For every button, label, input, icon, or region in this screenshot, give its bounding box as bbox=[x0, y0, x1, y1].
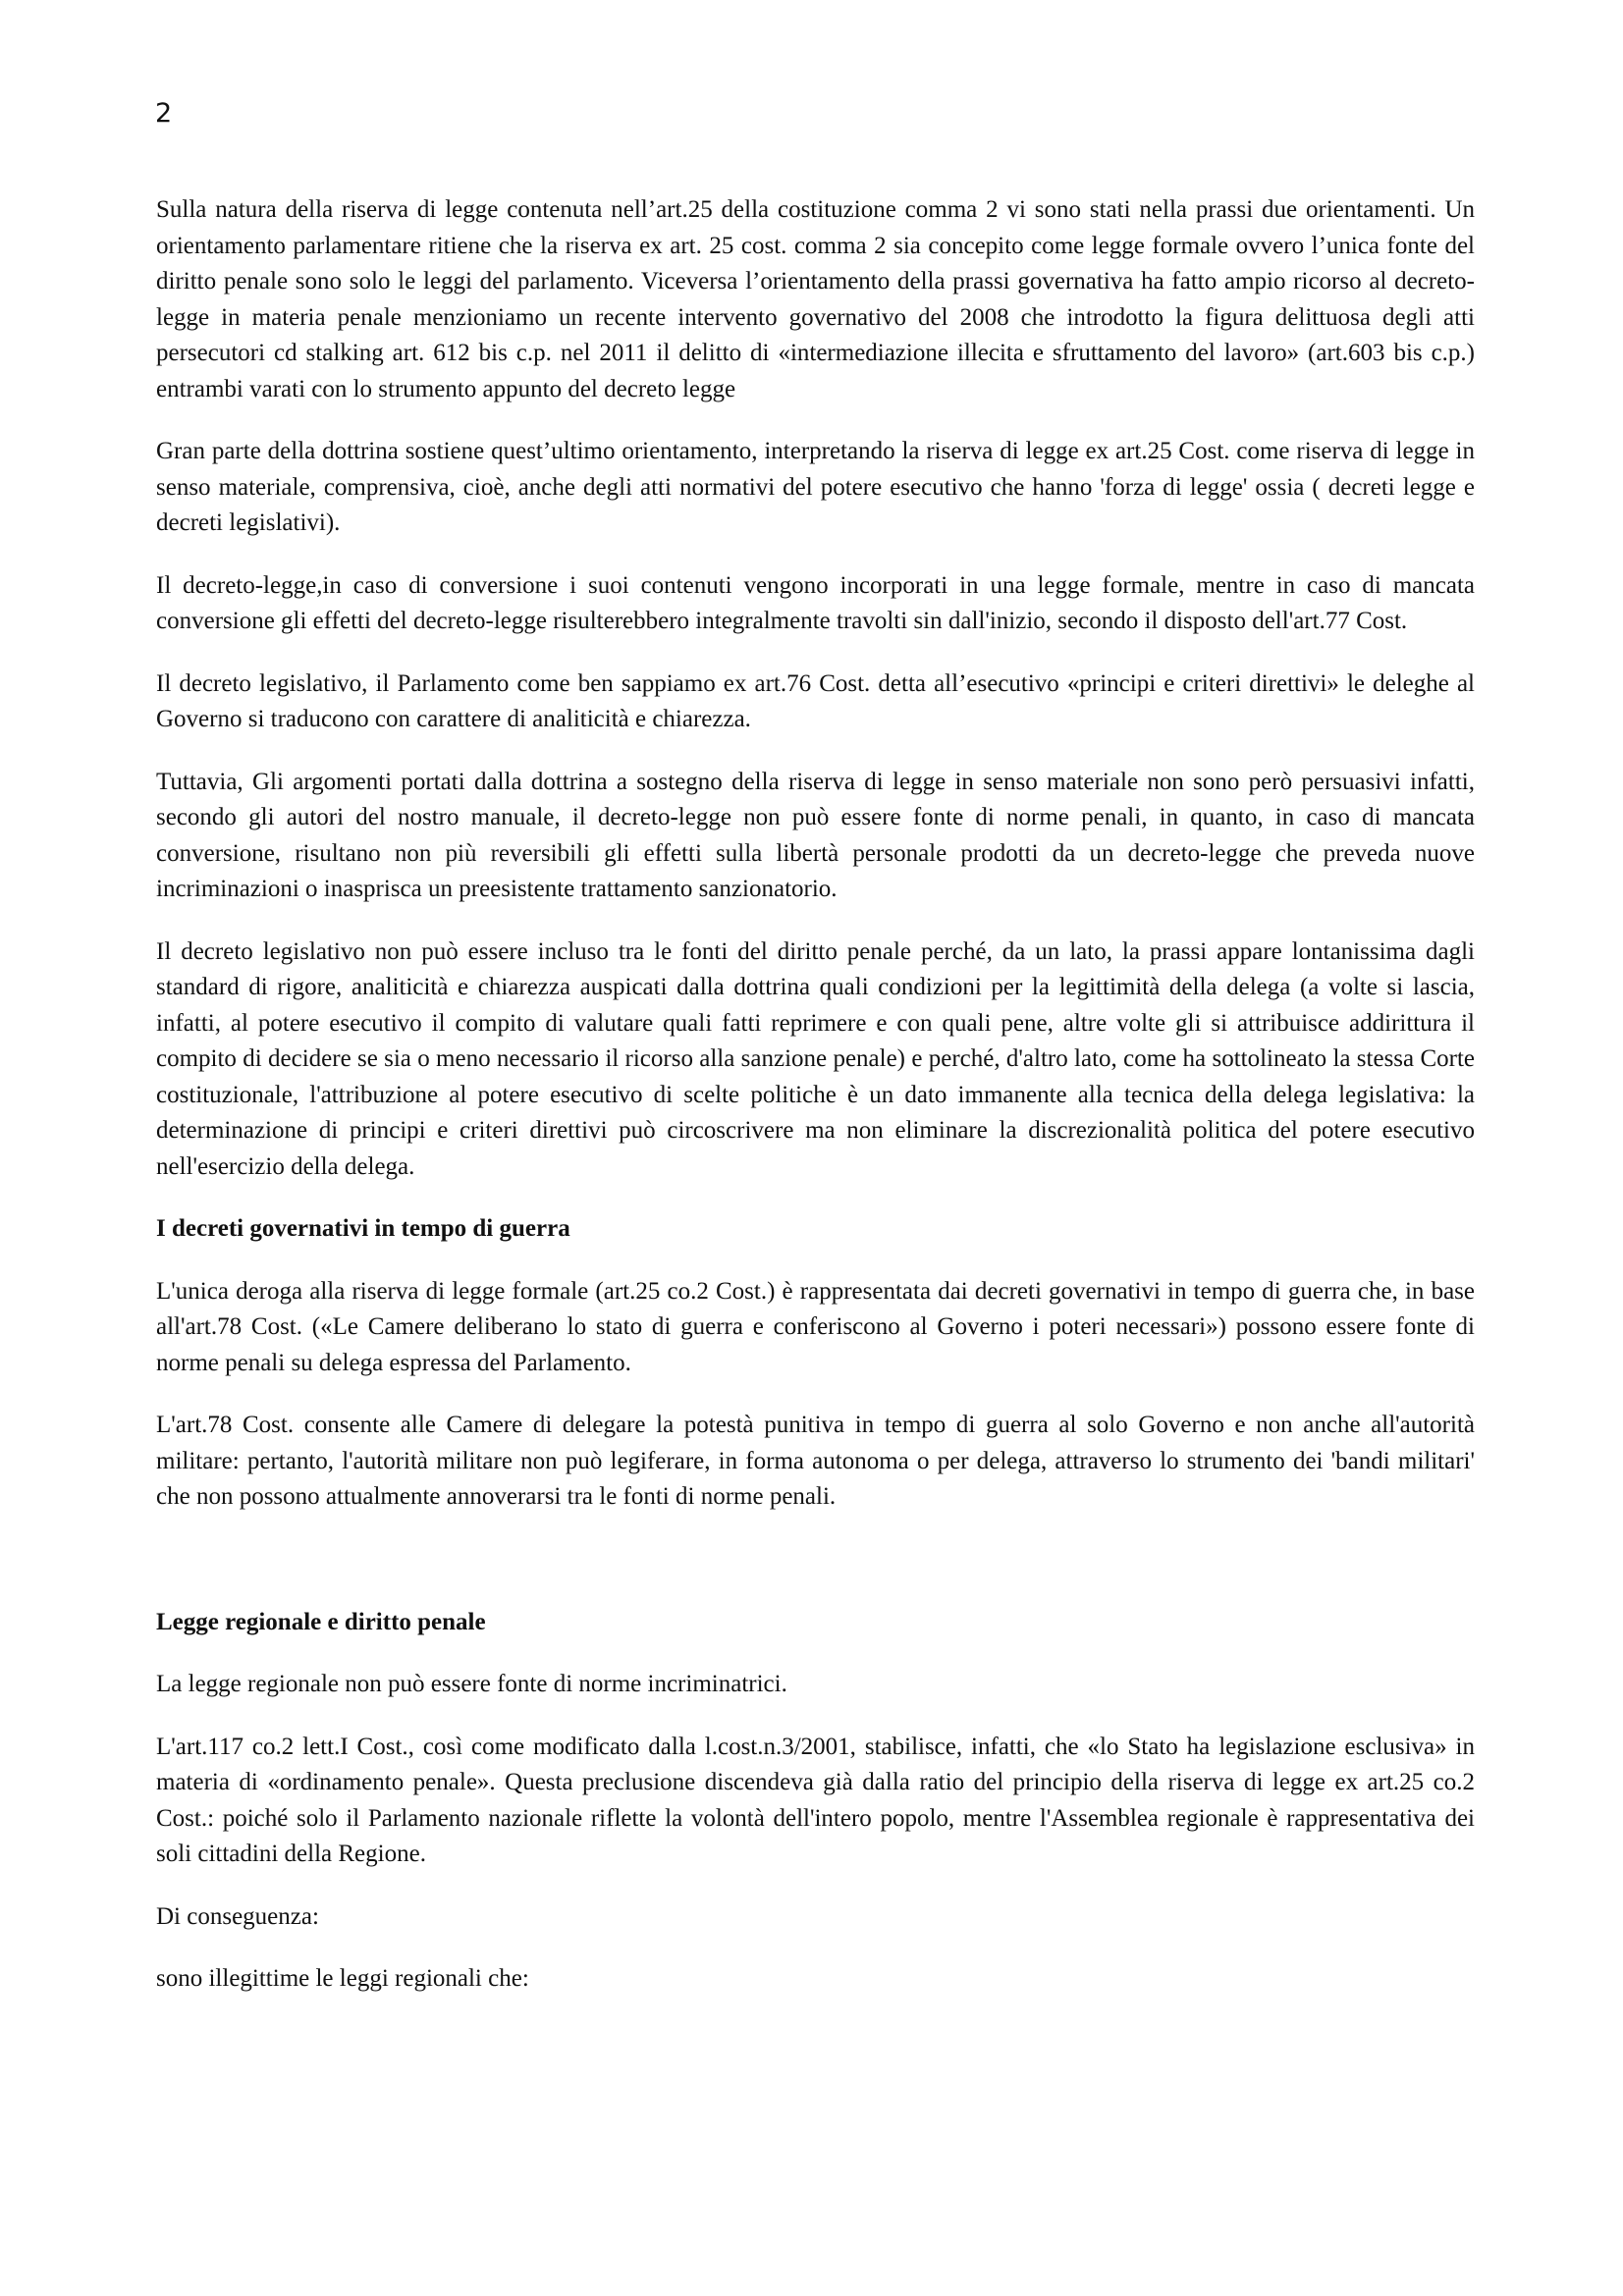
paragraph-legge-regionale-non-fonte: La legge regionale non può essere fonte di norme incriminatrici. bbox=[156, 1671, 787, 1697]
paragraph-art-117: L'art.117 co.2 lett.I Cost., così come modificato dalla l.cost.n.3/2001, stabilisce, infatti, che «lo Stato ha legislazione esclusiva» in materia di «ordinamento penale». Questa preclusione discendeva già dalla ratio del principio della riserva di legge ex art.25 co.2 Cost.: poiché solo il Parlamento nazionale riflette la volontà dell'intero popolo, mentre l'Assemblea regionale è rappresentativa dei soli cittadini della Regione. bbox=[156, 1733, 1475, 1867]
paragraph-decreto-legislativo-delega: Il decreto legislativo, il Parlamento come ben sappiamo ex art.76 Cost. detta all’esecutivo «principi e criteri direttivi» le deleghe al Governo si traducono con carattere di analiticità e chiarezza. bbox=[156, 669, 1475, 732]
section-spacer bbox=[156, 1542, 1475, 1605]
paragraph-bandi-militari: L'art.78 Cost. consente alle Camere di delegare la potestà punitiva in tempo di guerra al solo Governo e non anche all'autorità militare: pertanto, l'autorità militare non può legiferare, in forma autonoma o per delega, attraverso lo strumento dei 'bandi militari' che non possono attualmente annoverarsi tra le fonti di norme penali. bbox=[156, 1412, 1475, 1510]
paragraph-argomenti-non-persuasivi: Tuttavia, Gli argomenti portati dalla dottrina a sostegno della riserva di legge in senso materiale non sono però persuasivi infatti, secondo gli autori del nostro manuale, il decreto-legge non può essere fonte di norme penali, in quanto, in caso di mancata conversione, risultano non più reversibili gli effetti sulla libertà personale prodotti da un decreto-legge che preveda nuove incriminazioni o inasprisca un preesistente trattamento sanzionatorio. bbox=[156, 768, 1475, 902]
paragraph-dottrina-senso-materiale: Gran parte della dottrina sostiene quest’ultimo orientamento, interpretando la riserva di legge ex art.25 Cost. come riserva di legge in senso materiale, comprensiva, cioè, anche degli atti normativi del potere esecutivo che hanno 'forza di legge' ossia ( decreti legge e decreti legislativi). bbox=[156, 438, 1475, 536]
section-heading-decreti-guerra: I decreti governativi in tempo di guerra bbox=[156, 1215, 570, 1242]
document-body bbox=[156, 192, 1475, 2024]
page-number: 2 bbox=[155, 98, 173, 129]
paragraph-deroga-tempo-di-guerra: L'unica deroga alla riserva di legge formale (art.25 co.2 Cost.) è rappresentata dai decreti governativi in tempo di guerra che, in base all'art.78 Cost. («Le Camere deliberano lo stato di guerra e conferiscono al Governo i poteri necessari») possono essere fonte di norme penali su delega espressa del Parlamento. bbox=[156, 1277, 1475, 1376]
paragraph-decreto-legge-conversione: Il decreto-legge,in caso di conversione i suoi contenuti vengono incorporati in una legge formale, mentre in caso di mancata conversione gli effetti del decreto-legge risulterebbero integralmente travolti sin dall'inizio, secondo il disposto dell'art.77 Cost. bbox=[156, 571, 1475, 634]
paragraph-di-conseguenza: Di conseguenza: bbox=[156, 1902, 319, 1930]
paragraph-leggi-regionali-illegittime: sono illegittime le leggi regionali che: bbox=[156, 1965, 529, 1992]
paragraph-decreto-legislativo-esclusione: Il decreto legislativo non può essere incluso tra le fonti del diritto penale perché, da un lato, la prassi appare lontanissima dagli standard di rigore, analiticità e chiarezza auspicati dalla dottrina quali condizioni per la legittimità della delega (a volte si lascia, infatti, al potere esecutivo il compito di valutare quali fatti reprimere e con quali pene, altre volte gli si attribuisce addirittura il compito di decidere se sia o meno necessario il ricorso alla sanzione penale) e perché, d'altro lato, come ha sottolineato la stessa Corte costituzionale, l'attribuzione al potere esecutivo di scelte politiche è un dato immanente alla tecnica della delega legislativa: la determinazione di principi e criteri direttivi può circoscrivere ma non eliminare la discrezionalità politica del potere esecutivo nell'esercizio della delega. bbox=[156, 937, 1475, 1180]
section-heading-legge-regionale: Legge regionale e diritto penale bbox=[156, 1608, 486, 1635]
paragraph-riserva-di-legge-orientamenti: Sulla natura della riserva di legge contenuta nell’art.25 della costituzione comma 2 vi sono stati nella prassi due orientamenti. Un orientamento parlamentare ritiene che la riserva ex art. 25 cost. comma 2 sia concepito come legge formale ovvero l’unica fonte del diritto penale sono solo le leggi del parlamento. Viceversa l’orientamento della prassi governativa ha fatto ampio ricorso al decreto-legge in materia penale menzioniamo un recente intervento governativo del 2008 che introdotto la figura delittuosa degli atti persecutori cd stalking art. 612 bis c.p. nel 2011 il delitto di «intermediazione illecita e sfruttamento del lavoro» (art.603 bis c.p.) entrambi varati con lo strumento appunto del decreto legge bbox=[156, 196, 1475, 402]
